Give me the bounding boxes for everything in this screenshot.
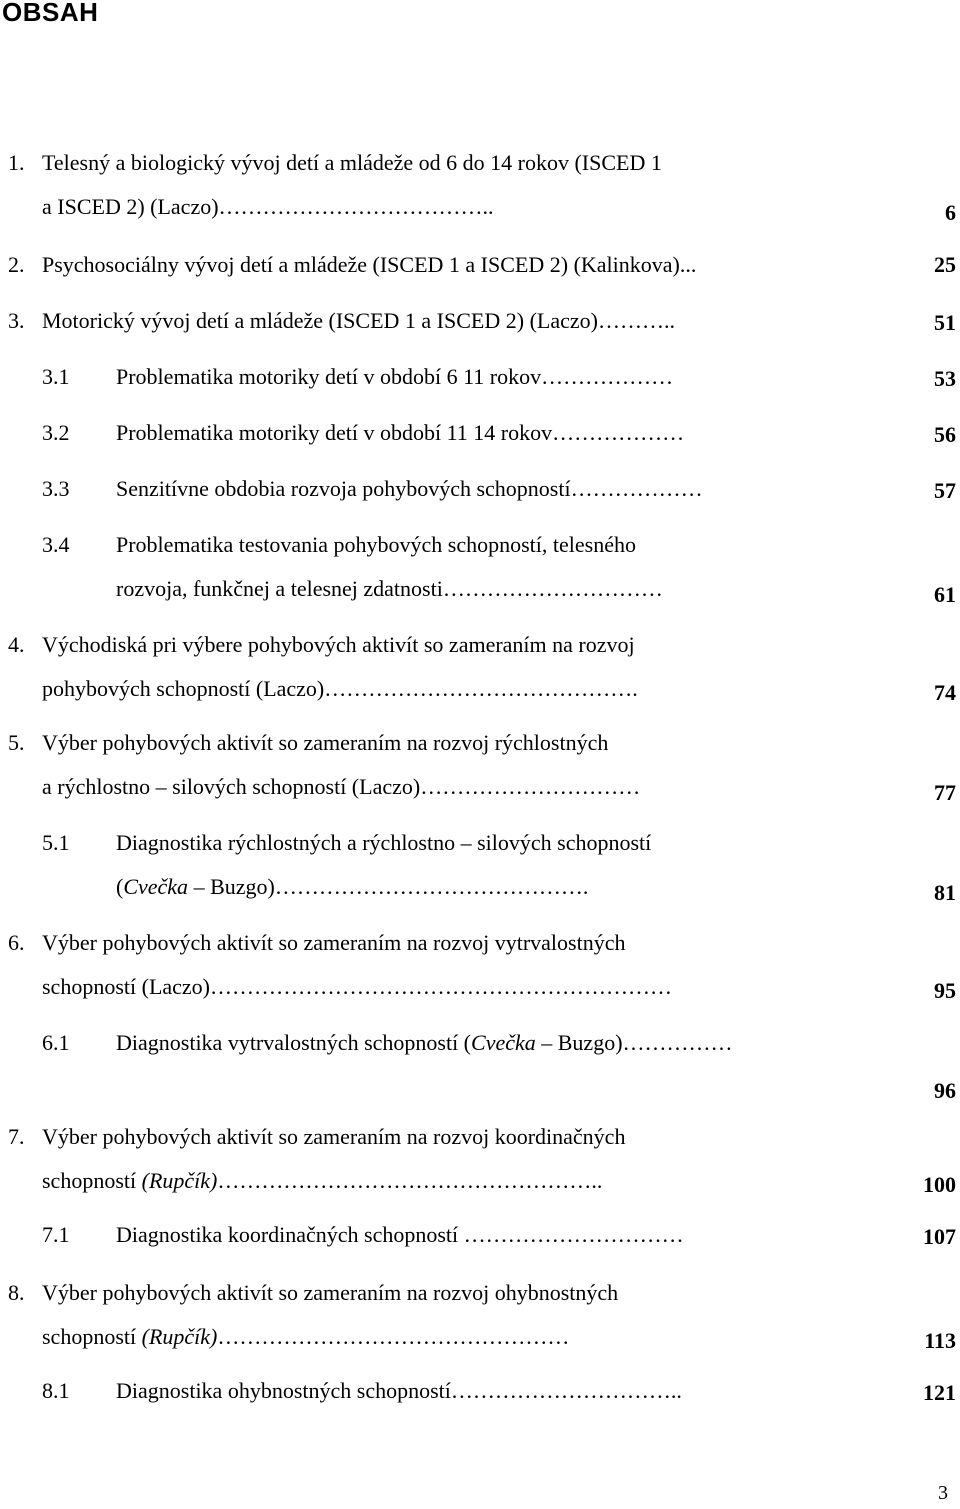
- toc-entry-title-cont[interactable]: a ISCED 2) (Laczo)………………………………..: [42, 194, 494, 219]
- toc-entry-title[interactable]: Telesný a biologický vývoj detí a mládeže od 6 do 14 rokov (ISCED 1: [42, 150, 662, 175]
- toc-number: 3.2: [42, 420, 70, 445]
- toc-entry-title[interactable]: Východiská pri výbere pohybových aktivít so zameraním na rozvoj: [42, 632, 635, 657]
- toc-page-number: 77: [934, 780, 956, 805]
- toc-entry-title-cont[interactable]: schopností (Laczo)………………………………………………………: [42, 974, 672, 999]
- toc-number: 5.: [8, 730, 25, 755]
- toc-page-number: 121: [923, 1380, 956, 1405]
- toc-number: 8.: [8, 1280, 25, 1305]
- page-title: OBSAH: [2, 0, 99, 27]
- toc-number: 6.: [8, 930, 25, 955]
- toc-page-number: 57: [934, 478, 956, 503]
- toc-page-number: 56: [934, 422, 956, 447]
- toc-entry-title-cont[interactable]: rozvoja, funkčnej a telesnej zdatnosti…………………………: [116, 576, 663, 601]
- toc-entry-title[interactable]: Výber pohybových aktivít so zameraním na rozvoj rýchlostných: [42, 730, 609, 755]
- toc-entry-title-cont[interactable]: (Cvečka – Buzgo)…………………………………….: [116, 874, 589, 899]
- toc-entry-title[interactable]: Psychosociálny vývoj detí a mládeže (ISCED 1 a ISCED 2) (Kalinkova)...: [42, 252, 697, 277]
- toc-number: 7.1: [42, 1222, 70, 1247]
- toc-page-number: 51: [934, 310, 956, 335]
- toc-page-number: 81: [934, 880, 956, 905]
- toc-number: 4.: [8, 632, 25, 657]
- toc-page-number: 53: [934, 366, 956, 391]
- toc-entry-title[interactable]: Výber pohybových aktivít so zameraním na rozvoj vytrvalostných: [42, 930, 626, 955]
- toc-entry-title[interactable]: Problematika motoriky detí v období 11 14 rokov………………: [116, 420, 685, 445]
- toc-number: 1.: [8, 150, 25, 175]
- toc-number: 3.4: [42, 532, 70, 557]
- toc-number: 6.1: [42, 1030, 70, 1055]
- toc-entry-title-cont[interactable]: schopností (Rupčík)……………………………………………..: [42, 1168, 603, 1193]
- toc-page-number: 107: [923, 1224, 956, 1249]
- page-number: 3: [938, 1482, 948, 1504]
- toc-page-number: 74: [934, 680, 956, 705]
- toc-number: 3.: [8, 308, 25, 333]
- toc-entry-title-cont[interactable]: schopností (Rupčík)…………………………………………: [42, 1324, 570, 1349]
- toc-entry-title[interactable]: Senzitívne obdobia rozvoja pohybových schopností………………: [116, 476, 703, 501]
- toc-number: 3.3: [42, 476, 70, 501]
- toc-number: 3.1: [42, 364, 70, 389]
- toc-entry-title[interactable]: Diagnostika ohybnostných schopností…………………………..: [116, 1378, 682, 1403]
- toc-entry-title[interactable]: Problematika testovania pohybových schopností, telesného: [116, 532, 636, 557]
- toc-entry-title[interactable]: Problematika motoriky detí v období 6 11 rokov………………: [116, 364, 674, 389]
- toc-entry-title-cont[interactable]: a rýchlostno – silových schopností (Laczo)…………………………: [42, 774, 641, 799]
- toc-entry-title-cont[interactable]: pohybových schopností (Laczo)…………………………………….: [42, 676, 638, 701]
- toc-page-number: 96: [934, 1078, 956, 1103]
- toc-number: 5.1: [42, 830, 70, 855]
- toc-page-number: 113: [924, 1328, 956, 1353]
- toc-entry-title[interactable]: Diagnostika vytrvalostných schopností (Cvečka – Buzgo)……………: [116, 1030, 733, 1055]
- toc-page-number: 100: [923, 1172, 956, 1197]
- toc-page-number: 6: [945, 200, 956, 225]
- toc-entry-title[interactable]: Diagnostika koordinačných schopností …………………………: [116, 1222, 684, 1247]
- toc-entry-title[interactable]: Výber pohybových aktivít so zameraním na rozvoj koordinačných: [42, 1124, 626, 1149]
- toc-page-number: 25: [934, 252, 956, 277]
- toc-entry-title[interactable]: Motorický vývoj detí a mládeže (ISCED 1 a ISCED 2) (Laczo)………..: [42, 308, 675, 333]
- toc-number: 8.1: [42, 1378, 70, 1403]
- toc-entry-title[interactable]: Diagnostika rýchlostných a rýchlostno – silových schopností: [116, 830, 652, 855]
- toc-entry-title[interactable]: Výber pohybových aktivít so zameraním na rozvoj ohybnostných: [42, 1280, 619, 1305]
- toc-number: 7.: [8, 1124, 25, 1149]
- toc-page-number: 61: [934, 582, 956, 607]
- toc-page-number: 95: [934, 978, 956, 1003]
- toc-number: 2.: [8, 252, 25, 277]
